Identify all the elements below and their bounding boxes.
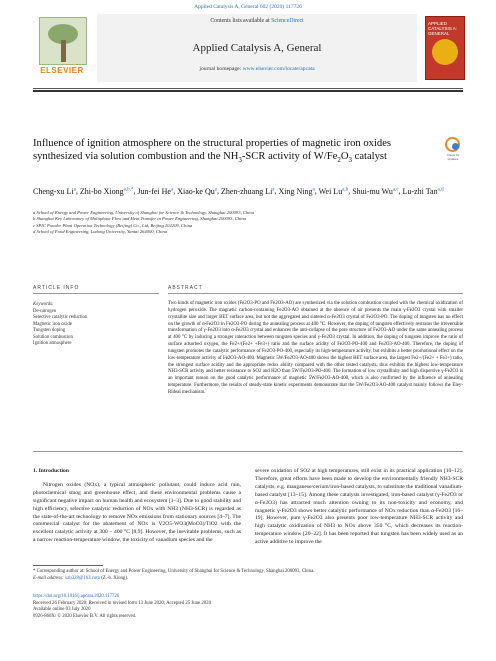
keyword-item: Ignition atmosphere	[33, 341, 72, 346]
article-info-heading: ARTICLE INFO	[33, 285, 80, 291]
abstract-text: Two kinds of magnetic iron oxides (Fe2O3-PO and Fe2O3-AO) are synthesized via the solution combustion coupled with the chemical oxidization of hydrogen peroxide. The magnetic carbon-containing Fe2O3-AO obtained at the absence of air presents the main γ-Fe2O3 crystal with smaller crystallite size and larger BET surface area, but not the aggregated and sintered α-Fe2O3 crystal of Fe2O3-PO. The doping of tungsten has no effect on the growth of α-Fe2O3 in Fe2O3-PO during the annealing process at 400 °C. However, the doping of tungsten effectively restrains the irreversible transformation of γ-Fe2O3 into α-Fe2O3 crystal and enhances the anti-collapse of the pore structure of Fe2O3-AO under the same annealing process at 400 °C by inducing a stronger interaction between tungsten species and γ-Fe2O3 crystal. In addition, the doping of tungsten improve the ratio of surface adsorbed oxygen, the Fe2+/(Fe2+ +Fe3+) ratio and the surface acidity of Fe2O3-PO-400 and Fe2O3-AO-400. Therefore, the doping of tungsten promotes the catalytic performance of Fe2O3-PO-400, especially its high-temperature activity, but exhibits a better promotional effect on the low-temperature activity of Fe2O3-AO-400. Magnetic 5W/Fe2O3-AO-400 shows the highest BET surface area, the largest Fe2+/(Fe2+ + Fe3+) ratio, the strongest surface acidity and the appropriate redox ability compared with the other tested catalysts, thus exhibits the highest low-temperature NH3-SCR activity and better resistance to SO2 and H2O than 5W/Fe2O3-PO-400. The formation of low crystallinity and high dispersive γ-Fe2O3 is an important reason on the good catalytic performance of magnetic 5W/Fe2O3-AO-400, which is also confirmed by the influence of annealing temperature. Furthermore, the results of steady-state kinetic experiments demonstrate that the 5W/Fe2O3-AO-400 catalyst mainly follows the Eley-Rideal mechanism.	[168, 301, 463, 395]
abstract-divider	[168, 293, 463, 294]
email-link[interactable]: xzb328@163.com	[64, 575, 101, 581]
author-name[interactable]: Zhen-zhuang Li$^a$	[220, 186, 275, 196]
keywords-block	[33, 302, 159, 348]
author-name[interactable]: Wei Lu$^{a,b}$	[318, 186, 349, 196]
publication-info	[33, 594, 463, 620]
header-divider-thick	[33, 90, 463, 92]
journal-masthead	[33, 14, 463, 82]
author-list: Cheng-xu Li$^a$, Zhi-bo Xiong$^{a,b,*}$, Jun-fei He$^a$, Xiao-ke Qu$^a$, Zhen-zhuang Li$^a$, Xing Ning$^a$, Wei Lu$^{a,b}$, Shui-mu Wu$^{a,c}$, Lu-zhi Tan$^{a,d}$	[33, 186, 444, 196]
author-affiliation-marker: a	[73, 187, 76, 192]
intro-column-left	[33, 468, 241, 545]
elsevier-logo[interactable]	[33, 14, 91, 82]
email-line: E-mail address: xzb328@163.com (Z.-b. Xiong).	[33, 575, 129, 581]
author-affiliation-marker: a,c	[392, 187, 399, 192]
author-affiliation-marker: a,b,*	[123, 187, 134, 192]
intro-paragraph-continued: severe oxidation of SO2 at high temperatures, still exist in its practical application [10–12]. Therefore, great efforts have been made to develop the environmentally friendly NH3-SCR catalysts, e.g. manganese/cerium/iron-based catalysts, to substitute the traditional vanadium-based catalyst [13–15]. Among these catalysts investigated, iron-based catalyst (γ-Fe2O3 or α-Fe2O3) has attracted much attention owning to its non-toxicity and economy, and magnetic γ-Fe2O3 shows better catalytic performance of NOx reduction than α-Fe2O3 [16–19]. However, pure γ-Fe2O3 also presents poor low-temperature NH3-SCR activity and high catalytic oxidization of NH3 to NOx above 350 °C, which decreases its reaction-temperature window [20–22]. It has been reported that tungsten has been widely used as an active additive to improve the	[255, 468, 463, 546]
footnote-divider	[33, 565, 103, 566]
intro-column-right	[255, 468, 463, 547]
abstract-bottom-divider	[33, 451, 463, 452]
author-name[interactable]: Shui-mu Wu$^{a,c}$	[352, 186, 399, 196]
author-name[interactable]: Lu-zhi Tan$^{a,d}$	[402, 186, 444, 196]
article-info-divider	[33, 293, 159, 294]
keyword-item: De-nitrogen	[33, 308, 57, 314]
author-name[interactable]: Xiao-ke Qu$^a$	[177, 186, 217, 196]
author-affiliation-marker: a,b	[342, 187, 349, 192]
author-name[interactable]: Cheng-xu Li$^a$	[33, 186, 76, 196]
corresponding-author-note: * Corresponding author at: School of Energy and Power Engineering, University of Shanghai for Science & Technology, Shanghai 200093, China.	[33, 569, 315, 574]
contents-line: Contents lists available at ScienceDirect	[210, 18, 304, 24]
available-online: Available online 03 July 2020	[33, 607, 91, 612]
keyword-item: Tungsten doping	[33, 328, 66, 333]
masthead-center	[97, 14, 417, 82]
footnotes	[33, 569, 463, 582]
sciencedirect-link[interactable]: ScienceDirect	[271, 18, 304, 24]
header-divider	[33, 88, 463, 89]
check-for-updates-button[interactable]: Check for updates	[444, 137, 462, 159]
check-updates-icon	[445, 137, 460, 152]
affiliation-item: c SPIC Powder Plant Operation Technology (Beijing) Co., Ltd, Beijing 102209, China	[33, 222, 193, 228]
author-affiliation-marker: a	[170, 187, 174, 192]
author-name[interactable]: Zhi-bo Xiong$^{a,b,*}$	[79, 186, 134, 196]
homepage-link[interactable]: www.elsevier.com/locate/apcata	[242, 66, 315, 72]
keyword-item: Selective catalytic reduction	[33, 315, 88, 320]
introduction-heading: 1. Introduction	[33, 468, 69, 474]
affiliation-item: a School of Energy and Power Engineering, University of Shanghai for Science & Technology, Shanghai 200093, China	[33, 210, 255, 215]
journal-reference[interactable]: Applied Catalysis A, General 602 (2020) 117726	[194, 4, 302, 10]
elsevier-wordmark: ELSEVIER	[40, 66, 84, 75]
keywords-title: Keywords:	[33, 302, 54, 307]
author-affiliation-marker: a,d	[437, 187, 444, 192]
keyword-item: Solution combustion	[33, 334, 73, 340]
journal-title: Applied Catalysis A, General	[192, 42, 322, 54]
journal-cover-image: APPLIED CATALYSIS A: GENERAL	[425, 16, 465, 80]
abstract-heading: ABSTRACT	[168, 285, 203, 291]
received-dates: Received 26 February 2020; Received in revised form 13 June 2020; Accepted 25 June 2020	[33, 600, 211, 606]
intro-paragraph: Nitrogen oxides (NOx), a typical atmospheric pollutant, could induce acid rain, photochemical smog and greenhouse effect, and these environmental problems cause a significant negative impact on human health and ecosystem [1–3]. Due to good stability and high efficiency, selective catalytic reduction of NOx with NH3 (NH3-SCR) is regarded as the state-of-the-art technology to remove NOx emissions from stationary sources [4–7]. The commercial catalyst for the abatement of NOx is V2O5-WO3(MoO3)/TiO2 with the excellent catalytic activity at 300 − 400 °C [8,9]. However, the inevitable problems, such as a narrow reaction-temperature window, the toxicity of vanadium species and the	[33, 481, 241, 544]
keyword-item: Magnetic iron oxide	[33, 321, 72, 327]
author-affiliation-marker: a	[214, 187, 217, 192]
doi-link[interactable]: https://doi.org/10.1016/j.apcata.2020.117726	[33, 594, 120, 599]
author-name[interactable]: Jun-fei He$^a$	[137, 186, 174, 196]
author-affiliation-marker: a	[312, 187, 315, 192]
affiliation-item: d School of Food Engineering, Ludong University, Yantai 264000, China	[33, 229, 168, 235]
affiliations	[33, 210, 463, 236]
journal-homepage: journal homepage: www.elsevier.com/locate/apcata	[199, 66, 315, 72]
affiliation-item: b Shanghai Key Laboratory of Multiphase Flow and Heat Transfer in Power Engineering, Shanghai 200093, China	[33, 216, 246, 222]
tree-logo-icon	[39, 17, 87, 65]
author-name[interactable]: Xing Ning$^a$	[278, 186, 315, 196]
copyright: 0926-860X/ © 2020 Elsevier B.V. All rights reserved.	[33, 613, 137, 619]
article-title: Influence of ignition atmosphere on the structural properties of magnetic iron oxides synthesized via solution combustion and the $NH_3$-SCR activity of $W/Fe_2O_3$ catalyst	[33, 138, 392, 165]
author-affiliation-marker: a	[272, 187, 275, 192]
